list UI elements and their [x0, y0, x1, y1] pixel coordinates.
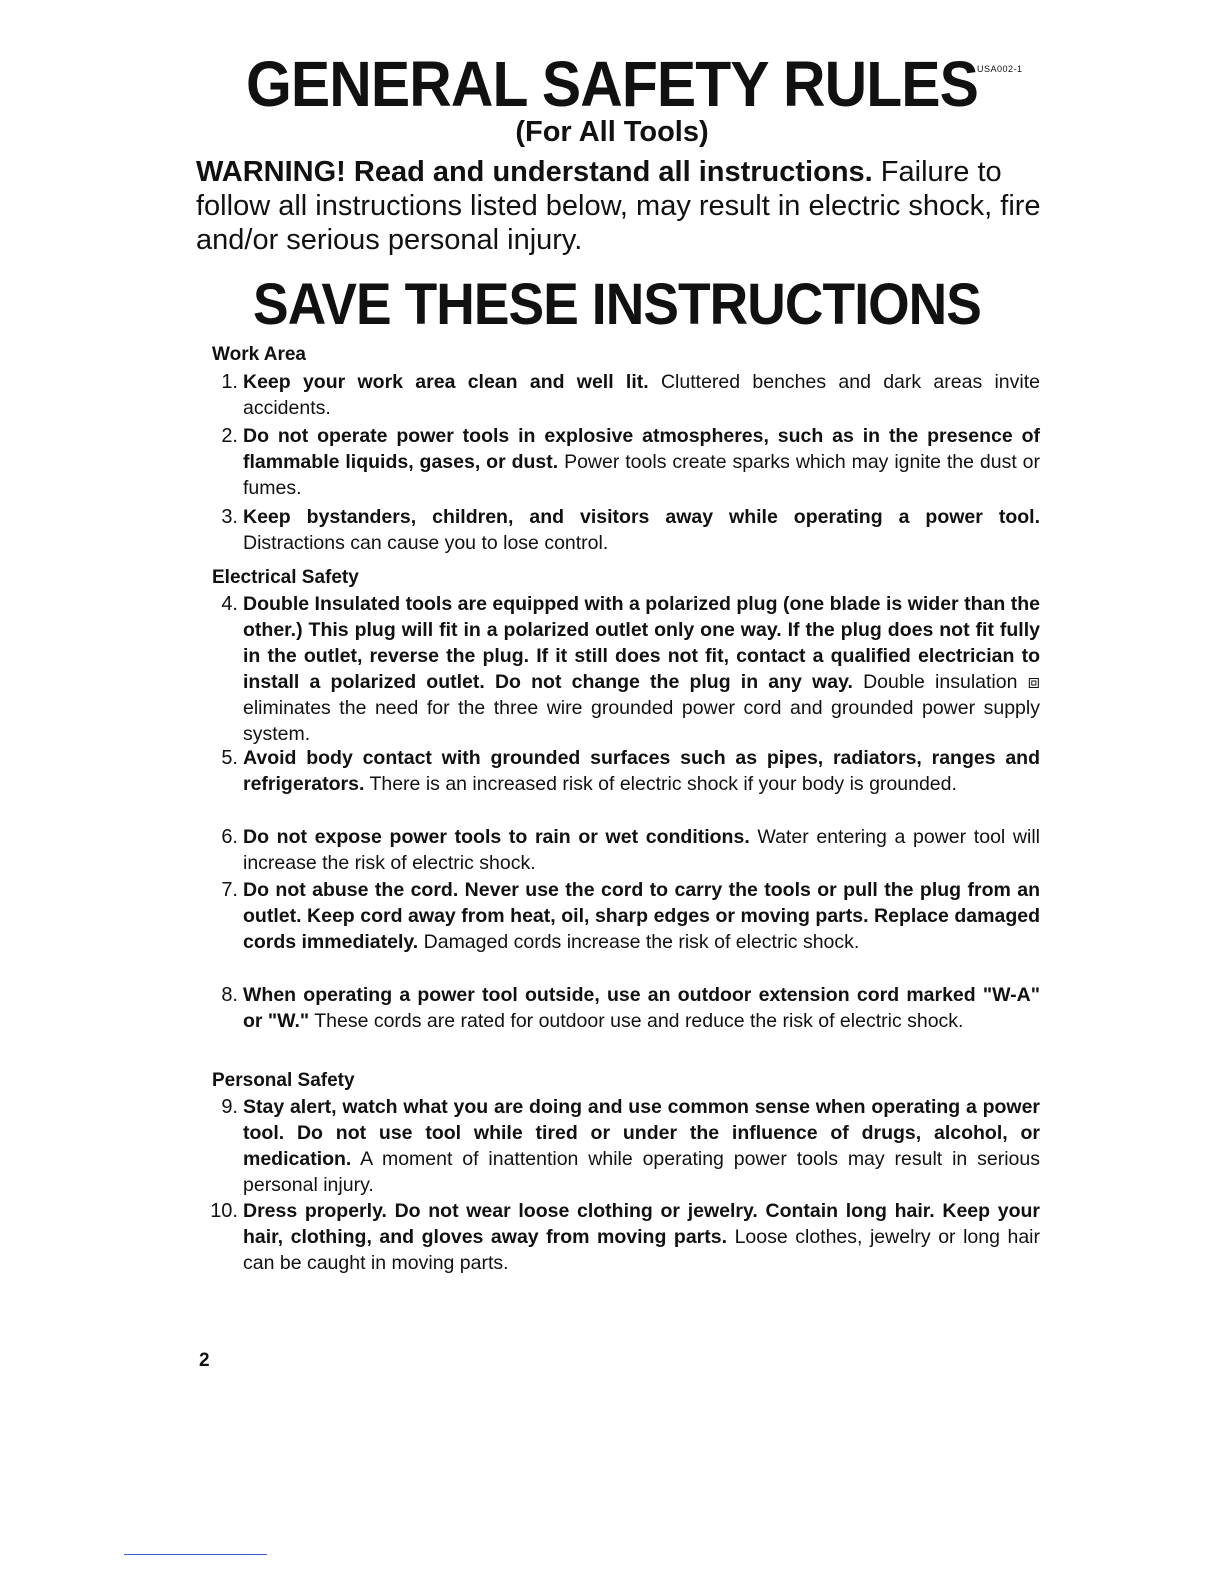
rule-number: 2. — [221, 425, 238, 447]
rule-item — [198, 369, 1040, 421]
rule-number: 1. — [221, 371, 238, 393]
rule-text: There is an increased risk of electric shock if your body is grounded. — [364, 773, 957, 795]
rule-text: Double insulation ⧈ eliminates the need for the three wire grounded power cord and grounded power supply system. — [243, 671, 1041, 745]
rule-item — [198, 504, 1040, 556]
warning-paragraph — [196, 155, 1056, 257]
warning-lead: WARNING! Read and understand all instructions. — [196, 156, 873, 188]
rule-number: 7. — [221, 879, 238, 901]
rule-lead: Avoid body contact with grounded surfaces such as pipes, radiators, ranges and refrigerators. — [243, 747, 1040, 795]
rule-lead: Do not operate power tools in explosive atmospheres, such as in the presence of flammable liquids, gases, or dust. — [243, 425, 1040, 473]
rule-item — [198, 591, 1040, 747]
rule-item — [198, 982, 1040, 1034]
section-heading-electrical-safety: Electrical Safety — [212, 567, 359, 588]
rule-text: Distractions can cause you to lose control. — [243, 532, 609, 554]
footer-rule-line — [124, 1554, 267, 1555]
rule-number: 8. — [221, 984, 238, 1006]
rule-text: Loose clothes, jewelry or long hair can be caught in moving parts. — [243, 1226, 1040, 1274]
rule-number: 4. — [221, 593, 238, 615]
rule-item — [198, 423, 1040, 501]
rule-item — [198, 1094, 1040, 1198]
rule-lead: Double Insulated tools are equipped with a polarized plug (one blade is wider than the other.) This plug will fit in a polarized outlet only one way. If the plug does not fit fully in the outlet, reverse the plug. If it still does not fit, contact a qualified electrician to install a polarized outlet. Do not change the plug in any way. — [243, 593, 1040, 693]
rule-lead: Dress properly. Do not wear loose clothing or jewelry. Contain long hair. Keep your hair, clothing, and gloves away from moving parts. — [243, 1200, 1040, 1248]
document-code: USA002-1 — [977, 64, 1023, 74]
section-heading-personal-safety: Personal Safety — [212, 1070, 355, 1091]
rule-number: 3. — [221, 506, 238, 528]
rule-lead: When operating a power tool outside, use an outdoor extension cord marked "W-A" or "W." — [243, 984, 1040, 1032]
rule-lead: Keep bystanders, children, and visitors away while operating a power tool. — [243, 506, 1040, 528]
rule-number: 6. — [221, 826, 238, 848]
rule-item — [198, 1198, 1040, 1276]
rule-text: Water entering a power tool will increase the risk of electric shock. — [243, 826, 1040, 874]
rule-text: A moment of inattention while operating power tools may result in serious personal injury. — [243, 1148, 1040, 1196]
rule-lead: Keep your work area clean and well lit. — [243, 371, 649, 393]
rule-number: 9. — [221, 1096, 238, 1118]
rule-number: 10. — [210, 1200, 238, 1222]
save-instructions-heading: SAVE THESE INSTRUCTIONS — [253, 272, 981, 337]
rule-item — [198, 745, 1040, 797]
rule-text: These cords are rated for outdoor use and reduce the risk of electric shock. — [309, 1010, 964, 1032]
page-number: 2 — [199, 1350, 210, 1371]
warning-text: Failure to follow all instructions listed below, may result in electric shock, fire and/or serious personal injury. — [196, 156, 1041, 256]
rule-item — [198, 877, 1040, 955]
rule-lead: Do not abuse the cord. Never use the cord to carry the tools or pull the plug from an outlet. Keep cord away from heat, oil, sharp edges or moving parts. Replace damaged cords immediately. — [243, 879, 1040, 953]
page-subtitle: (For All Tools) — [515, 116, 709, 148]
page-title: GENERAL SAFETY RULES — [246, 48, 978, 120]
rule-number: 5. — [221, 747, 238, 769]
section-heading-work-area: Work Area — [212, 344, 306, 365]
rule-text: Power tools create sparks which may ignite the dust or fumes. — [243, 451, 1040, 499]
rule-item — [198, 824, 1040, 876]
rule-lead: Do not expose power tools to rain or wet conditions. — [243, 826, 750, 848]
rule-text: Cluttered benches and dark areas invite accidents. — [243, 371, 1040, 419]
rule-text: Damaged cords increase the risk of electric shock. — [418, 931, 860, 953]
rule-lead: Stay alert, watch what you are doing and use common sense when operating a power tool. Do not use tool while tired or under the influence of drugs, alcohol, or medication. — [243, 1096, 1040, 1170]
